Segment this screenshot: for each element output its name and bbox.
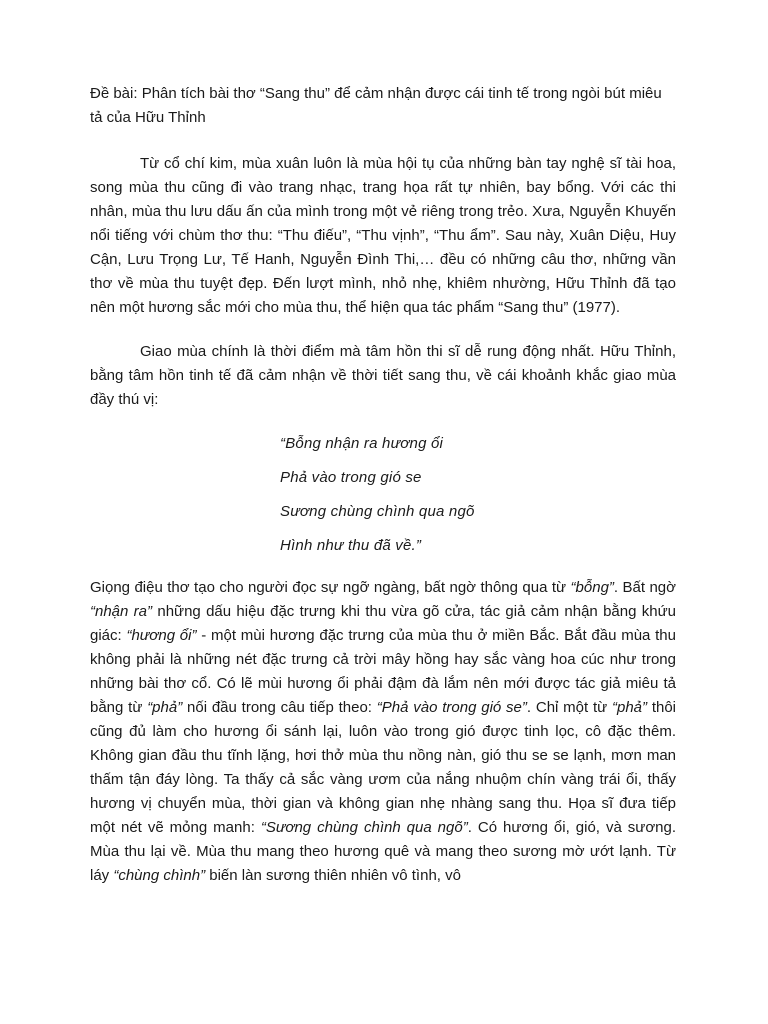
analysis-text: biến làn sương thiên nhiên vô tình, vô: [205, 867, 461, 884]
analysis-text: . Chỉ một từ: [526, 699, 612, 716]
analysis-text: Giọng điệu thơ tạo cho người đọc sự ngỡ ngàng, bất ngờ thông qua từ: [90, 579, 571, 596]
document-page: [90, 82, 676, 888]
analysis-text: thôi cũng đủ làm cho hương ổi sánh lại, luôn vào trong gió được tinh lọc, cô đặc thêm. Không gian đầu thu tĩnh lặng, hơi thở mùa thu nồng nàn, gió thu se se lạnh, mơn man thấm tận đáy lòng. Ta thấy cả sắc vàng ươm của nắng nhuộm chín vàng trái ổi, thấy hương vị chuyển mùa, thời gian và không gian nhẹ nhàng sang thu. Họa sĩ đưa tiếp một nét vẽ mỏng manh:: [90, 699, 676, 836]
quoted-word: “phả”: [611, 699, 648, 716]
poem-line: Hình như thu đã về.”: [280, 537, 422, 554]
poem-excerpt: [280, 432, 676, 558]
quoted-word: “bỗng”: [570, 579, 614, 596]
quoted-line: “Sương chùng chình qua ngõ”: [260, 819, 468, 836]
quoted-line: “Phả vào trong gió se”: [376, 699, 527, 716]
transition-paragraph: Giao mùa chính là thời điểm mà tâm hồn thi sĩ dễ rung động nhất. Hữu Thỉnh, bằng tâm hồn tinh tế đã cảm nhận về thời tiết sang thu, về cái khoảnh khắc giao mùa đầy thú vị:: [90, 343, 676, 408]
analysis-text: những dấu hiệu đặc trưng khi thu vừa gõ cửa, tác giả cảm nhận bằng khứu giác:: [90, 603, 676, 644]
analysis-text: - một mùi hương đặc trưng của mùa thu ở miền Bắc. Bắt đầu mùa thu không phải là những nét đặc trưng cả trời mây hồng hay sắc vàng hoa cúc như trong những bài thơ cổ. Có lẽ mùi hương ổi phải đậm đà lắm nên mới được tác giả miêu tả bằng từ: [90, 627, 676, 716]
intro-paragraph: Từ cổ chí kim, mùa xuân luôn là mùa hội tụ của những bàn tay nghệ sĩ tài hoa, song mùa thu cũng đi vào trang nhạc, trang họa rất tự nhiên, bay bổng. Với các thi nhân, mùa thu lưu dấu ấn của mình trong một vẻ riêng trong trẻo. Xưa, Nguyễn Khuyến nổi tiếng với chùm thơ thu: “Thu điếu”, “Thu vịnh”, “Thu ẩm”. Sau này, Xuân Diệu, Huy Cận, Lưu Trọng Lư, Tế Hanh, Nguyễn Đình Thi,… đều có những câu thơ, những vần thơ về mùa thu tuyệt đẹp. Đến lượt mình, nhỏ nhẹ, khiêm nhường, Hữu Thỉnh đã tạo nên một hương sắc mới cho mùa thu, thể hiện qua tác phẩm “Sang thu” (1977).: [90, 155, 676, 316]
analysis-text: . Bất ngờ: [613, 579, 676, 596]
analysis-text: nối đầu trong câu tiếp theo:: [182, 699, 377, 716]
quoted-word: “chùng chình”: [113, 867, 206, 884]
poem-line: Sương chùng chình qua ngõ: [280, 503, 475, 520]
quoted-word: “hương ổi”: [126, 627, 197, 644]
poem-line: “Bỗng nhận ra hương ổi: [280, 435, 444, 452]
poem-line: Phả vào trong gió se: [280, 469, 422, 486]
analysis-paragraph: [90, 576, 676, 888]
analysis-text: . Có hương ổi, gió, và sương. Mùa thu lại về. Mùa thu mang theo hương quê và mang theo sương mờ ướt lạnh. Từ láy: [90, 819, 677, 884]
quoted-word: “phả”: [147, 699, 183, 716]
assignment-title: Đề bài: Phân tích bài thơ “Sang thu” để cảm nhận được cái tinh tế trong ngòi bút miêu tả của Hữu Thỉnh: [90, 85, 662, 126]
quoted-word: “nhận ra”: [90, 603, 153, 620]
